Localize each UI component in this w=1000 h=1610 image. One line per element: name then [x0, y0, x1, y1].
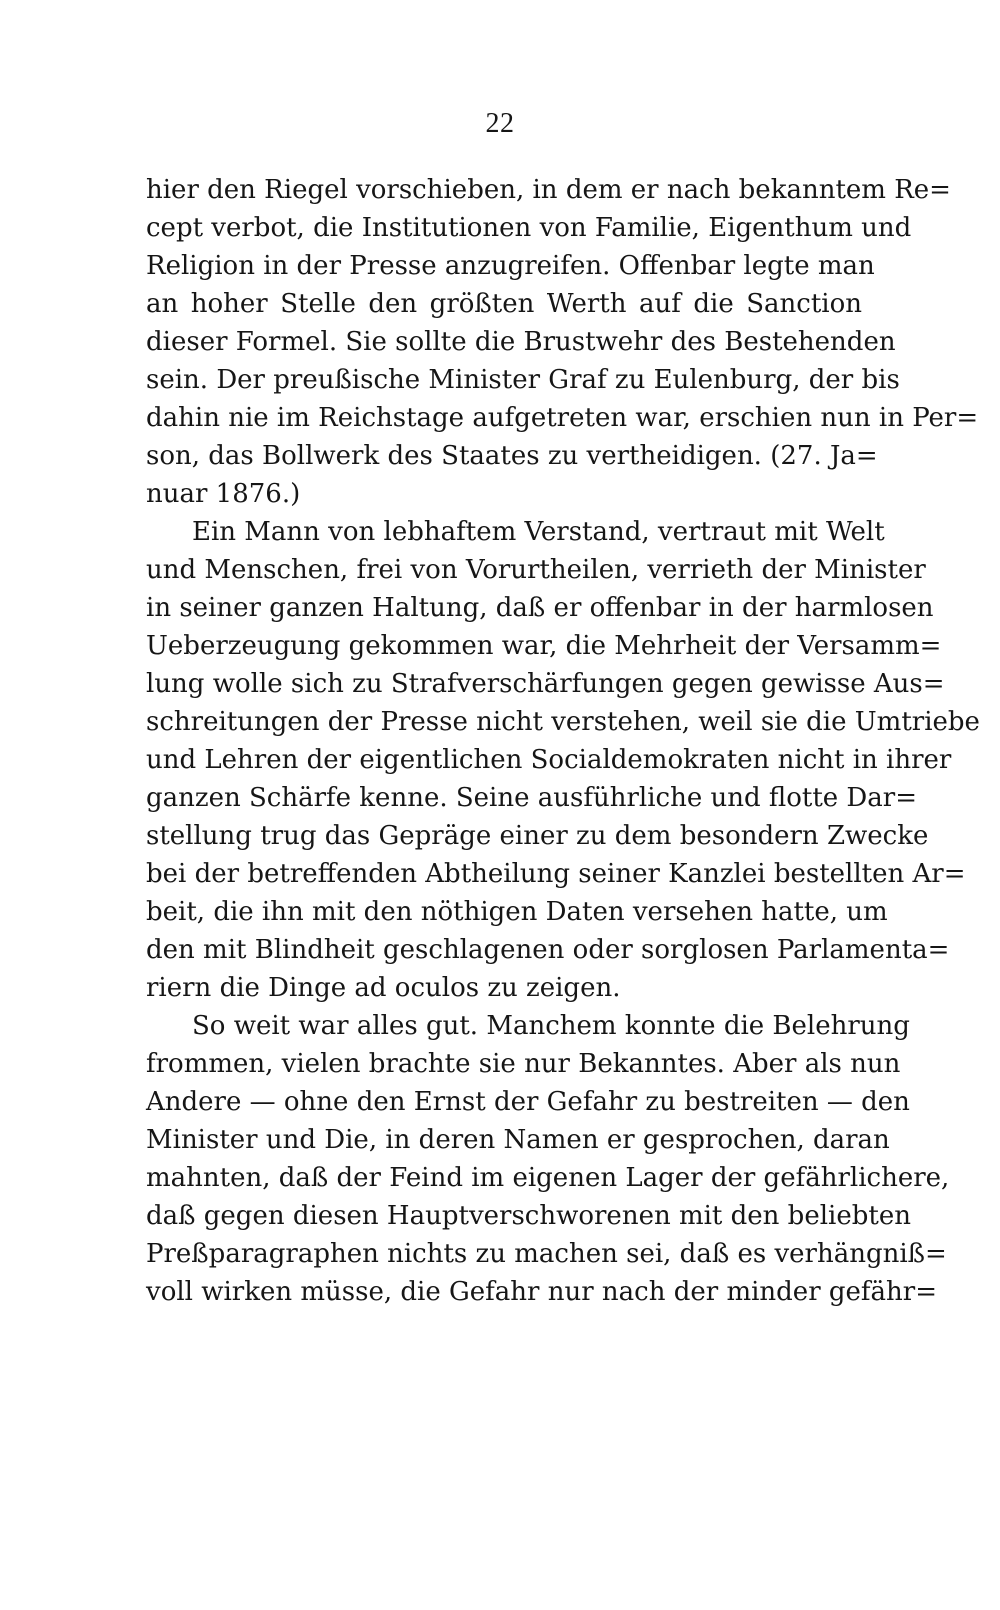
text-line: cept verbot, die Institutionen von Familie, Eigenthum und: [146, 213, 912, 243]
text-line: nuar 1876.): [146, 479, 301, 509]
text-line: und Lehren der eigentlichen Socialdemokraten nicht in ihrer: [146, 745, 952, 775]
text-line: in seiner ganzen Haltung, daß er offenbar in der harmlosen: [146, 593, 934, 623]
text-line: Minister und Die, in deren Namen er gesprochen, daran: [146, 1125, 890, 1155]
text-line: voll wirken müsse, die Gefahr nur nach der minder gefähr=: [146, 1277, 937, 1307]
text-line: ganzen Schärfe kenne. Seine ausführliche und flotte Dar=: [146, 783, 917, 813]
paragraph-start-line: Ein Mann von lebhaftem Verstand, vertraut mit Welt: [192, 517, 885, 547]
text-line: hier den Riegel vorschieben, in dem er nach bekanntem Re=: [146, 175, 951, 205]
text-line: son, das Bollwerk des Staates zu vertheidigen. (27. Ja=: [146, 441, 878, 471]
text-line: daß gegen diesen Hauptverschworenen mit den beliebten: [146, 1201, 911, 1231]
text-line: Ueberzeugung gekommen war, die Mehrheit der Versamm=: [146, 631, 942, 661]
text-line: an hoher Stelle den größten Werth auf die Sanction: [146, 289, 862, 319]
text-line: dahin nie im Reichstage aufgetreten war, erschien nun in Per=: [146, 403, 979, 433]
text-line: lung wolle sich zu Strafverschärfungen gegen gewisse Aus=: [146, 669, 945, 699]
text-line: Religion in der Presse anzugreifen. Offenbar legte man: [146, 251, 875, 281]
text-line: stellung trug das Gepräge einer zu dem besondern Zwecke: [146, 821, 929, 851]
body-text: [146, 171, 980, 1311]
paragraph-start-line: So weit war alles gut. Manchem konnte die Belehrung: [192, 1011, 910, 1041]
text-line: beit, die ihn mit den nöthigen Daten versehen hatte, um: [146, 897, 888, 927]
text-line: schreitungen der Presse nicht verstehen, weil sie die Umtriebe: [146, 707, 980, 737]
text-line: und Menschen, frei von Vorurtheilen, verrieth der Minister: [146, 555, 926, 585]
text-line: Preßparagraphen nichts zu machen sei, daß es verhängniß=: [146, 1239, 947, 1269]
text-line: frommen, vielen brachte sie nur Bekanntes. Aber als nun: [146, 1049, 901, 1079]
text-line: riern die Dinge ad oculos zu zeigen.: [146, 973, 621, 1003]
text-line: Andere — ohne den Ernst der Gefahr zu bestreiten — den: [146, 1087, 910, 1117]
text-line: sein. Der preußische Minister Graf zu Eulenburg, der bis: [146, 365, 900, 395]
text-line: mahnten, daß der Feind im eigenen Lager der gefährlichere,: [146, 1163, 950, 1193]
text-line: dieser Formel. Sie sollte die Brustwehr des Bestehenden: [146, 327, 896, 357]
text-line: bei der betreffenden Abtheilung seiner Kanzlei bestellten Ar=: [146, 859, 966, 889]
text-line: den mit Blindheit geschlagenen oder sorglosen Parlamenta=: [146, 935, 950, 965]
page-number: 22: [485, 108, 515, 139]
